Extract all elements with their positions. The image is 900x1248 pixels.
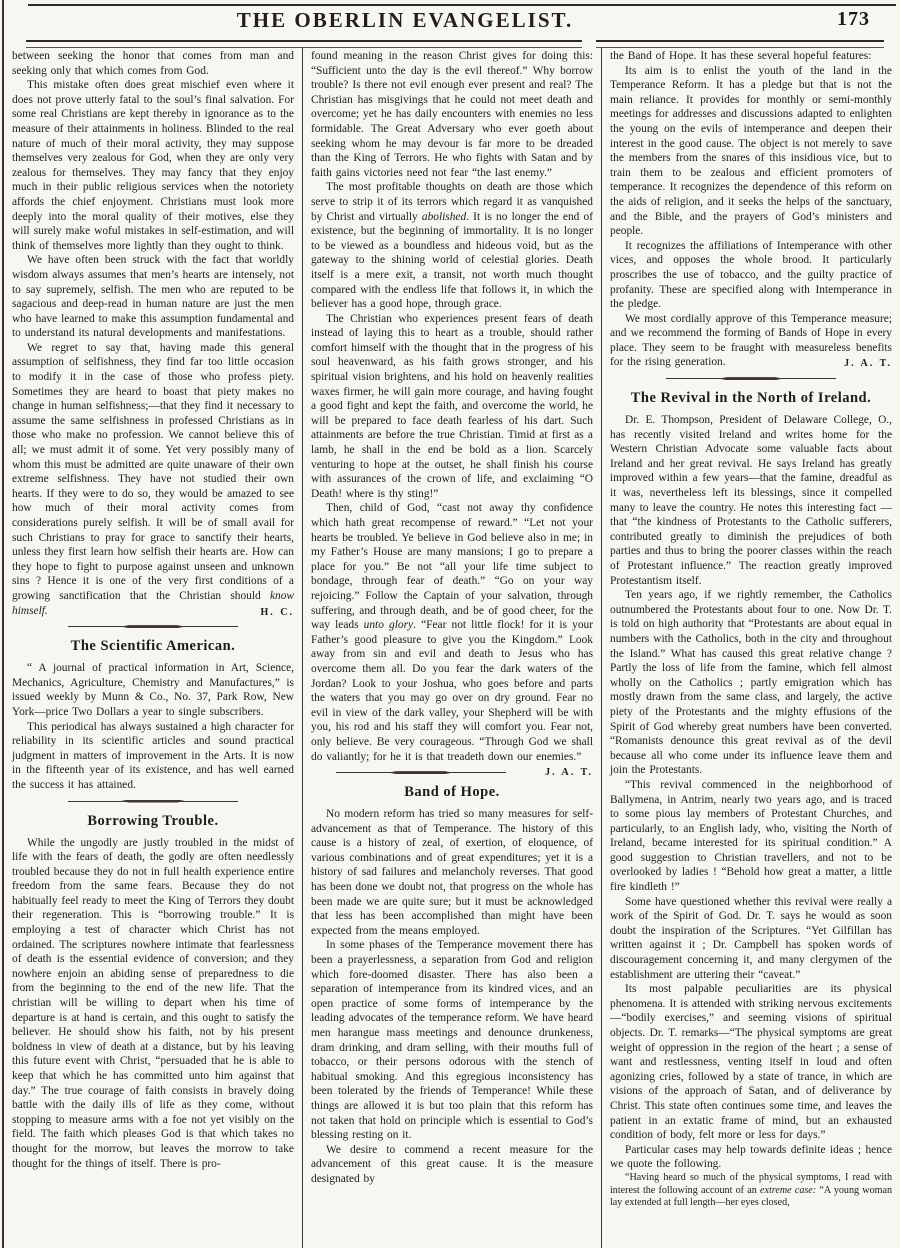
article-heading: The Revival in the North of Ireland. [630, 390, 872, 407]
paragraph: No modern reform has tried so many measures for self-advancement as that of Temperance. The history of this cause is a history of zeal, of exertion, of eloquence, of various combinations and of great expenditures; yet it is a history of sad failures and melancholy reverses. That good has been done we doubt not, that progress on the whole has been made we are quite sure; but it must be acknowledged that less has been accomplished than might have been expected from the means employed. [311, 808, 593, 937]
paragraph: The most profitable thoughts on death are those which serve to strip it of its terrors which regard it as vanquished by Christ and virtually abolished. It is no longer the end of existence, but the beginning of immortality. It is no longer to be viewed as a boundless and hideous void, but as the gateway to the shining world of celestial glories. Death itself is a mere exit, a transit, not worth much thought compared with the endless life that follows it, in which the believer has a good hope, through grace. [311, 181, 593, 311]
column-1 [4, 48, 302, 1248]
paragraph: Its aim is to enlist the youth of the land in the Temperance Reform. It has a pledge but that is not the main reliance. It provides for monthly or semi-monthly meetings for addresses and discussions adapted to enlighten the young on the evils of intemperance and deepen their interest in the good cause. The object is not merely to save the members from the snares of this insidious vice, but to train them to be zealous and efficient promoters of temperance. It recognizes the dependence of this reform on the aids of religion, and it seeks the helps of the sanctuary, and the Bible, and the prayers of God’s ministers and people. [610, 64, 892, 238]
paragraph: “Having heard so much of the physical symptoms, I read with interest the following account of an extreme case: “A young woman lay extended at full length—her eyes closed, [610, 1171, 893, 1209]
header-divider-rules [0, 40, 900, 46]
paragraph: We most cordially approve of this Temperance measure; and we recommend the forming of Bands of Hope in every place. They seem to be fraught with measureless benefits for the rising generation. J. A. T. [610, 312, 892, 370]
paragraph: Dr. E. Thompson, President of Delaware College, O., has recently visited Ireland and writes home for the Western Christian Advocate some valuable facts about Ireland and her great revival. He says Ireland has greatly improved within a few years—that the famine, dreadful as it was, nevertheless left its blessings, since it compelled many to leave the country. He notes this interesting fact — that “the kindness of Protestants to the Catholic sufferers, contributed greatly to diminish the prejudices of both parties and thus to bring the poorer classes within the reach of Protestant influence.” The reaction greatly improved Protestantism itself. [610, 414, 892, 587]
paragraph: Some have questioned whether this revival were really a work of the Spirit of God. Dr. T. says he would as soon doubt the inspiration of the Scriptures. “Yet Gilfillan has written against it ; Dr. Campbell has spoken words of discouragement concerning it, and many clergymen of the establishment are uttering their “caveat.” [610, 895, 892, 981]
article-heading: Borrowing Trouble. [87, 812, 219, 829]
masthead [0, 8, 900, 38]
paragraph: “ A journal of practical information in Art, Science, Mechanics, Agriculture, Chemistry and Manufactures,” is issued weekly by Munn & Co., No. 37, Park Row, New York—price Two Dollars a year to single subscribers. [12, 662, 294, 718]
header-rule-right [596, 40, 884, 48]
article-heading: Band of Hope. [404, 784, 500, 801]
top-rule [28, 4, 896, 6]
divider-ornament [666, 376, 836, 381]
paragraph: In some phases of the Temperance movement there has been a prayerlessness, a separation from God and religion which fore-doomed disaster. There has also been a separation of intemperance from its kindred vices, and an open practice of some forms of intemperance by the leading advocates of the temperance reform. We have heard men harangue mass meetings and denounce drunkeness, dram drinking, and dram selling, with their mouths full of tobacco, or their persons odorous with the stench of habitual smoking. And this egregious inconsistency has been tolerated by the friends of Temperance! While these things are allowed it is but too plain that this reform has not taken that hold on principle which is essential to God’s blessing resting on it. [311, 939, 593, 1142]
section-divider [610, 376, 892, 381]
paragraph: Ten years ago, if we rightly remember, the Catholics outnumbered the Protestants about four to one. Now Dr. T. is told on high authority that “Protestants are about equal in numbers with the Catholics, both in the city and throughout the Island.” What has caused this great relative change ? Partly the loss of life from the famine, which fell almost wholly on the Catholics ; partly emigration which has mostly drawn from the same class, and largely, the active piety of the Protestants and the mighty effusions of the Spirit of God whereby great numbers have been converted. “Romanists denounce this great revival as of the devil because all who come under its influence leave them and join the Protestants. [610, 589, 892, 777]
page-number: 173 [837, 8, 870, 30]
section-divider [311, 770, 530, 775]
paragraph: We desire to commend a recent measure for the advancement of this great cause. It is the measure designated by [311, 1143, 593, 1185]
section-divider [12, 799, 294, 804]
column-2 [302, 48, 601, 1248]
divider-ornament [68, 624, 238, 629]
article-heading: The Scientific American. [70, 638, 236, 655]
divider-ornament [336, 770, 506, 775]
author-signature: J. A. T. [545, 767, 593, 779]
header-rule-left [26, 40, 582, 48]
section-divider [12, 624, 294, 629]
paragraph: The Christian who experiences present fears of death instead of laying this to heart as a trouble, should rather comfort himself with the thought that in the progress of his soul heavenward, as his faith grows stronger, and his spiritual vision brightens, and his hold on heavenly realities waxes firmer, he will gain more courage, and having fought a good fight and kept the faith, and overcome the world, he will be prepared to face death fearless of his dart. Such attainments are before the true Christian. Timid at first as a lamb, he shall in the end be bold as a lion. Scarcely venturing to hope at the outset, he shall finish his course with assurances of the crown of life, and exclaiming “O Death! where is thy sting!” [311, 312, 593, 500]
newspaper-title: THE OBERLIN EVANGELIST. [236, 8, 574, 32]
paragraph: This periodical has always sustained a high character for reliability in its scientific articles and sound practical judgment in matters of improvement in the Arts. It is now in the fifteenth year of its existence, and has well earned the success it has attained. [12, 720, 294, 791]
paragraph: “This revival commenced in the neighborhood of Ballymena, in Antrim, nearly two years ago, and is traced to some pious lay members of Protestant Churches, and particularly, to an English lady, who, visiting the North of Ireland, became interested for its spiritual condition.” A good suggestion to Christian travellers, and not to be overlooked by ladies ! “Behold how great a matter, a little fire kindleth !” [610, 778, 892, 894]
paragraph: between seeking the honor that comes from man and seeking only that which comes from God. [12, 50, 294, 77]
columns [4, 48, 900, 1248]
paragraph: found meaning in the reason Christ gives for doing this: “Sufficient unto the day is the evil thereof.” Why borrow trouble? Is there not evil enough ever present and real? The Christian has misgivings that he could not meet death and overcome; yet he has daily encounters with enemies no less formidable. The Great Adversary who ever goeth about seeking whom he may devour is far more to be dreaded than the King of Terrors. He who fights with Satan and by faith gains victories need not fear “the last enemy.” [311, 50, 593, 179]
divider-ornament [68, 799, 238, 804]
paragraph: We regret to say that, having made this general assumption of selfishness, they find far too little occasion to modify it in the case of those who profess piety. Sometimes they are heard to boast that piety makes no change in human selfishness;—that they find it necessary to assume the same selfishness in professed Christians as in those who make no profession. We cannot believe this of all; we must admit it of some. Yet very possibly many of whom this must be admitted are quite unaware of their own extreme selfishness. They have not studied their own hearts. If they were to do so, they would be amazed to see how much of their moral activity comes from considerations purely selfish. It will be of small avail for such Christians to pray for grace to sanctify their hearts, unless they first learn how selfish their hearts are. How can they hope to fight to purpose against unseen and unknown sins ? Hence it is one of the very first conditions of a growing sanctification that the Christian should know himself. H. C. [12, 341, 294, 618]
author-signature: J. A. T. [844, 358, 892, 370]
paragraph: This mistake often does great mischief even where it does not prove utterly fatal to the soul’s final salvation. For some real Christians are kept thereby in ignorance as to the measure of their attainments in holiness. Blinded to the real nature of much of their moral activity, they may suppose themselves very zealous for God, when they are only very zealous for themselves. They may fancy that they enjoy much in their public religious services when the notoriety affords the chief enjoyment. Christians must look more deeply into the moral quality of their motives, else they will surely make woful mistakes in self-estimation, and will think of themselves more lightly than they ought to think. [12, 79, 294, 252]
paragraph: While the ungodly are justly troubled in the midst of life with the fears of death, the godly are often needlessly troubled because they do not in full health experience entire freedom from the same fears. Because they do not habitually feel ready to meet the King of Terrors they doubt their regeneration. This is “borrowing trouble.” It is employing a test of character which Christ has not ordained. The scriptures nowhere intimate that fearlessness of death is the essential evidence of conversion; and they nowhere enjoin an abiding sense of preparedness to die from the beginning to the end of the new life. That the christian will be willing to depart when his time of departure is at hand is certain, and this ought to satisfy the believer. He should show his faith, not by his present boldness in view of death at a distance, but by his leaving this future event with Christ, “persuaded that he is able to keep that which he has committed unto him against that day.” The true courage of faith consists in bravely doing battle with the daily ills of life as they come, without stopping to measure arms with a foe not yet visibly on the field. The faith which pleases God is that which takes no thought for the morrow, but leaves the morrow to take thought for the things of itself. There is pro- [12, 836, 294, 1170]
paragraph: the Band of Hope. It has these several hopeful features: [610, 50, 872, 62]
paragraph: Then, child of God, “cast not away thy confidence which hath great recompense of reward.” “Let not your hearts be troubled. Ye believe in God believe also in me; in my Father’s House are many mansions; I go to prepare a place for you.” Be not “all your life time subject to bondage, through fear of death.” “Go on your way rejoicing.” Follow the Captain of your salvation, through suffering, and through death, and be of good cheer, for the way leads unto glory. “Fear not little flock! for it is your Father’s good pleasure to give you the Kingdom.” Look away from sin and evil and death to Jesus who has overcome them all. Do you fear the dark waters of the Jordan? Look to your Joshua, who goes before and parts the waters that you may go over on dry ground. Fear no evil in view of the dark valley, your Shepherd will be with you, his rod and his staff they will comfort you. Fear not, only believe. Be very courageous. “Through God we shall do valiantly; for he it is that treadeth down our enemies.” J. A. T. [311, 501, 593, 764]
paragraph: We have often been struck with the fact that worldly wisdom always assumes that men’s hearts are intensely, not to say supremely, selfish. The men who are reputed to be sagacious and deep-read in human nature are just the men who have learned to make this assumption fundamental and to understand its natural developments and manifestations. [12, 254, 294, 340]
paragraph: Its most palpable peculiarities are its physical phenomena. It is attended with striking nervous excitements—“bodily exercises,” and seeming visions of spiritual objects. Dr. T. remarks—“The physical symptoms are great weight of oppression in the region of the heart ; a sense of want and restlessness, venting itself in loud and often agonizing cries, followed by a state of trance, in which are visions of the approach of Satan, and of deliverance by Christ. This state often continues some time, and leaves the patient in an extatic frame of mind, but an exhausted condition of body, felt more or less for days.” [610, 983, 892, 1142]
paragraph: It recognizes the affiliations of Intemperance with other vices, and opposes the whole brood. It particularly proscribes the use of tobacco, and the guilty practice of profanity. These are specified along with Intemperance in the pledge. [610, 239, 892, 311]
paragraph: Particular cases may help towards definite ideas ; hence we quote the following. [610, 1143, 892, 1171]
author-signature: H. C. [260, 606, 294, 618]
column-3 [601, 48, 900, 1248]
